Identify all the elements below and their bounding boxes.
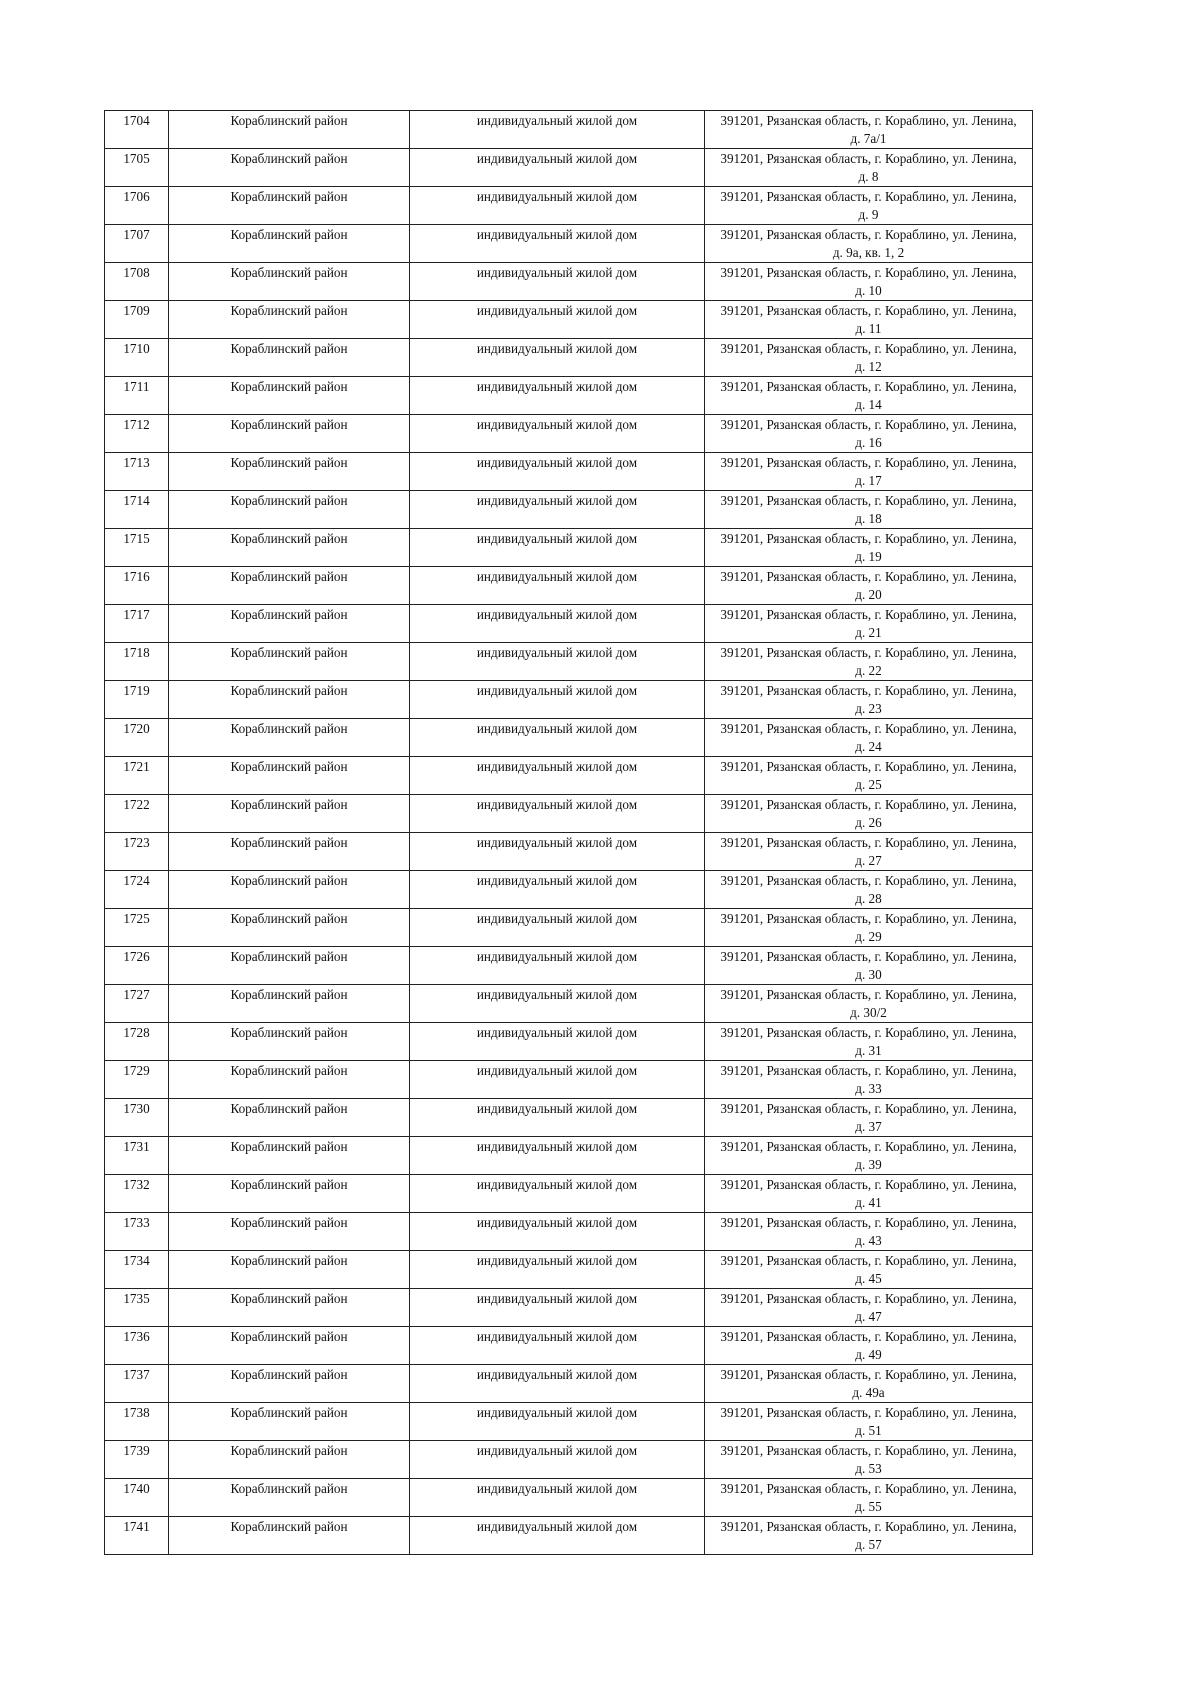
table-row [105, 1175, 1033, 1213]
table-row [105, 377, 1033, 415]
address-cell: 391201, Рязанская область, г. Кораблино, ул. Ленина, д. 25 [705, 757, 1033, 795]
building-type-cell: индивидуальный жилой дом [410, 833, 705, 871]
district-cell: Кораблинский район [169, 757, 410, 795]
row-number-cell: 1708 [105, 263, 169, 301]
address-cell: 391201, Рязанская область, г. Кораблино, ул. Ленина, д. 31 [705, 1023, 1033, 1061]
district-cell: Кораблинский район [169, 1479, 410, 1517]
row-number-cell: 1718 [105, 643, 169, 681]
row-number-cell: 1740 [105, 1479, 169, 1517]
address-cell: 391201, Рязанская область, г. Кораблино, ул. Ленина, д. 9 [705, 187, 1033, 225]
table-row [105, 985, 1033, 1023]
table-row [105, 111, 1033, 149]
row-number-cell: 1730 [105, 1099, 169, 1137]
table-row [105, 909, 1033, 947]
building-type-cell: индивидуальный жилой дом [410, 909, 705, 947]
building-type-cell: индивидуальный жилой дом [410, 795, 705, 833]
district-cell: Кораблинский район [169, 1137, 410, 1175]
row-number-cell: 1735 [105, 1289, 169, 1327]
table-row [105, 339, 1033, 377]
building-type-cell: индивидуальный жилой дом [410, 1327, 705, 1365]
address-cell: 391201, Рязанская область, г. Кораблино, ул. Ленина, д. 11 [705, 301, 1033, 339]
address-cell: 391201, Рязанская область, г. Кораблино, ул. Ленина, д. 26 [705, 795, 1033, 833]
table-row [105, 187, 1033, 225]
district-cell: Кораблинский район [169, 833, 410, 871]
building-type-cell: индивидуальный жилой дом [410, 567, 705, 605]
row-number-cell: 1710 [105, 339, 169, 377]
building-type-cell: индивидуальный жилой дом [410, 681, 705, 719]
address-cell: 391201, Рязанская область, г. Кораблино, ул. Ленина, д. 28 [705, 871, 1033, 909]
building-type-cell: индивидуальный жилой дом [410, 263, 705, 301]
address-cell: 391201, Рязанская область, г. Кораблино, ул. Ленина, д. 37 [705, 1099, 1033, 1137]
row-number-cell: 1717 [105, 605, 169, 643]
building-type-cell: индивидуальный жилой дом [410, 377, 705, 415]
district-cell: Кораблинский район [169, 149, 410, 187]
address-cell: 391201, Рязанская область, г. Кораблино, ул. Ленина, д. 8 [705, 149, 1033, 187]
table-row [105, 1099, 1033, 1137]
address-cell: 391201, Рязанская область, г. Кораблино, ул. Ленина, д. 23 [705, 681, 1033, 719]
district-cell: Кораблинский район [169, 643, 410, 681]
address-cell: 391201, Рязанская область, г. Кораблино, ул. Ленина, д. 27 [705, 833, 1033, 871]
building-type-cell: индивидуальный жилой дом [410, 225, 705, 263]
address-cell: 391201, Рязанская область, г. Кораблино, ул. Ленина, д. 33 [705, 1061, 1033, 1099]
table-row [105, 301, 1033, 339]
district-cell: Кораблинский район [169, 681, 410, 719]
district-cell: Кораблинский район [169, 985, 410, 1023]
row-number-cell: 1711 [105, 377, 169, 415]
building-type-cell: индивидуальный жилой дом [410, 1023, 705, 1061]
table-row [105, 1327, 1033, 1365]
district-cell: Кораблинский район [169, 1061, 410, 1099]
district-cell: Кораблинский район [169, 263, 410, 301]
row-number-cell: 1728 [105, 1023, 169, 1061]
district-cell: Кораблинский район [169, 909, 410, 947]
address-cell: 391201, Рязанская область, г. Кораблино, ул. Ленина, д. 21 [705, 605, 1033, 643]
building-type-cell: индивидуальный жилой дом [410, 1517, 705, 1555]
row-number-cell: 1706 [105, 187, 169, 225]
district-cell: Кораблинский район [169, 1251, 410, 1289]
district-cell: Кораблинский район [169, 1327, 410, 1365]
address-cell: 391201, Рязанская область, г. Кораблино, ул. Ленина, д. 57 [705, 1517, 1033, 1555]
table-body [105, 111, 1033, 1555]
row-number-cell: 1727 [105, 985, 169, 1023]
table-row [105, 529, 1033, 567]
table-row [105, 1137, 1033, 1175]
table-row [105, 567, 1033, 605]
building-type-cell: индивидуальный жилой дом [410, 529, 705, 567]
address-cell: 391201, Рязанская область, г. Кораблино, ул. Ленина, д. 41 [705, 1175, 1033, 1213]
row-number-cell: 1738 [105, 1403, 169, 1441]
table-row [105, 491, 1033, 529]
building-type-cell: индивидуальный жилой дом [410, 1175, 705, 1213]
building-type-cell: индивидуальный жилой дом [410, 947, 705, 985]
row-number-cell: 1731 [105, 1137, 169, 1175]
address-cell: 391201, Рязанская область, г. Кораблино, ул. Ленина, д. 53 [705, 1441, 1033, 1479]
row-number-cell: 1719 [105, 681, 169, 719]
address-cell: 391201, Рязанская область, г. Кораблино, ул. Ленина, д. 51 [705, 1403, 1033, 1441]
building-type-cell: индивидуальный жилой дом [410, 605, 705, 643]
table-row [105, 1517, 1033, 1555]
table-row [105, 1441, 1033, 1479]
district-cell: Кораблинский район [169, 567, 410, 605]
district-cell: Кораблинский район [169, 111, 410, 149]
table-row [105, 415, 1033, 453]
document-page [104, 110, 1032, 1555]
table-row [105, 149, 1033, 187]
building-type-cell: индивидуальный жилой дом [410, 111, 705, 149]
row-number-cell: 1723 [105, 833, 169, 871]
row-number-cell: 1713 [105, 453, 169, 491]
table-row [105, 453, 1033, 491]
address-cell: 391201, Рязанская область, г. Кораблино, ул. Ленина, д. 14 [705, 377, 1033, 415]
building-type-cell: индивидуальный жилой дом [410, 1099, 705, 1137]
address-cell: 391201, Рязанская область, г. Кораблино, ул. Ленина, д. 29 [705, 909, 1033, 947]
table-row [105, 1213, 1033, 1251]
building-type-cell: индивидуальный жилой дом [410, 491, 705, 529]
row-number-cell: 1714 [105, 491, 169, 529]
building-type-cell: индивидуальный жилой дом [410, 1441, 705, 1479]
district-cell: Кораблинский район [169, 795, 410, 833]
row-number-cell: 1722 [105, 795, 169, 833]
table-row [105, 681, 1033, 719]
building-type-cell: индивидуальный жилой дом [410, 1061, 705, 1099]
address-cell: 391201, Рязанская область, г. Кораблино, ул. Ленина, д. 10 [705, 263, 1033, 301]
row-number-cell: 1721 [105, 757, 169, 795]
address-cell: 391201, Рязанская область, г. Кораблино, ул. Ленина, д. 49 [705, 1327, 1033, 1365]
address-cell: 391201, Рязанская область, г. Кораблино, ул. Ленина, д. 30 [705, 947, 1033, 985]
row-number-cell: 1705 [105, 149, 169, 187]
district-cell: Кораблинский район [169, 1099, 410, 1137]
table-row [105, 757, 1033, 795]
district-cell: Кораблинский район [169, 871, 410, 909]
district-cell: Кораблинский район [169, 339, 410, 377]
building-type-cell: индивидуальный жилой дом [410, 339, 705, 377]
building-type-cell: индивидуальный жилой дом [410, 415, 705, 453]
address-cell: 391201, Рязанская область, г. Кораблино, ул. Ленина, д. 24 [705, 719, 1033, 757]
district-cell: Кораблинский район [169, 605, 410, 643]
district-cell: Кораблинский район [169, 1213, 410, 1251]
district-cell: Кораблинский район [169, 187, 410, 225]
building-type-cell: индивидуальный жилой дом [410, 301, 705, 339]
district-cell: Кораблинский район [169, 719, 410, 757]
table-row [105, 871, 1033, 909]
row-number-cell: 1715 [105, 529, 169, 567]
row-number-cell: 1704 [105, 111, 169, 149]
building-type-cell: индивидуальный жилой дом [410, 719, 705, 757]
row-number-cell: 1712 [105, 415, 169, 453]
table-row [105, 1365, 1033, 1403]
row-number-cell: 1739 [105, 1441, 169, 1479]
building-type-cell: индивидуальный жилой дом [410, 871, 705, 909]
district-cell: Кораблинский район [169, 415, 410, 453]
district-cell: Кораблинский район [169, 529, 410, 567]
row-number-cell: 1734 [105, 1251, 169, 1289]
table-row [105, 605, 1033, 643]
address-cell: 391201, Рязанская область, г. Кораблино, ул. Ленина, д. 9а, кв. 1, 2 [705, 225, 1033, 263]
building-type-cell: индивидуальный жилой дом [410, 453, 705, 491]
table-row [105, 1061, 1033, 1099]
housing-registry-table [104, 110, 1033, 1555]
row-number-cell: 1725 [105, 909, 169, 947]
address-cell: 391201, Рязанская область, г. Кораблино, ул. Ленина, д. 18 [705, 491, 1033, 529]
row-number-cell: 1729 [105, 1061, 169, 1099]
row-number-cell: 1732 [105, 1175, 169, 1213]
district-cell: Кораблинский район [169, 491, 410, 529]
district-cell: Кораблинский район [169, 301, 410, 339]
address-cell: 391201, Рязанская область, г. Кораблино, ул. Ленина, д. 20 [705, 567, 1033, 605]
row-number-cell: 1726 [105, 947, 169, 985]
address-cell: 391201, Рязанская область, г. Кораблино, ул. Ленина, д. 45 [705, 1251, 1033, 1289]
table-row [105, 225, 1033, 263]
district-cell: Кораблинский район [169, 1365, 410, 1403]
row-number-cell: 1716 [105, 567, 169, 605]
building-type-cell: индивидуальный жилой дом [410, 1251, 705, 1289]
district-cell: Кораблинский район [169, 1175, 410, 1213]
address-cell: 391201, Рязанская область, г. Кораблино, ул. Ленина, д. 47 [705, 1289, 1033, 1327]
row-number-cell: 1724 [105, 871, 169, 909]
address-cell: 391201, Рязанская область, г. Кораблино, ул. Ленина, д. 43 [705, 1213, 1033, 1251]
address-cell: 391201, Рязанская область, г. Кораблино, ул. Ленина, д. 30/2 [705, 985, 1033, 1023]
table-row [105, 1289, 1033, 1327]
row-number-cell: 1741 [105, 1517, 169, 1555]
district-cell: Кораблинский район [169, 1441, 410, 1479]
district-cell: Кораблинский район [169, 1023, 410, 1061]
district-cell: Кораблинский район [169, 225, 410, 263]
district-cell: Кораблинский район [169, 1517, 410, 1555]
table-row [105, 263, 1033, 301]
district-cell: Кораблинский район [169, 1403, 410, 1441]
address-cell: 391201, Рязанская область, г. Кораблино, ул. Ленина, д. 17 [705, 453, 1033, 491]
table-row [105, 1023, 1033, 1061]
row-number-cell: 1737 [105, 1365, 169, 1403]
address-cell: 391201, Рязанская область, г. Кораблино, ул. Ленина, д. 49а [705, 1365, 1033, 1403]
table-row [105, 1251, 1033, 1289]
address-cell: 391201, Рязанская область, г. Кораблино, ул. Ленина, д. 39 [705, 1137, 1033, 1175]
row-number-cell: 1709 [105, 301, 169, 339]
row-number-cell: 1733 [105, 1213, 169, 1251]
district-cell: Кораблинский район [169, 947, 410, 985]
building-type-cell: индивидуальный жилой дом [410, 757, 705, 795]
table-row [105, 643, 1033, 681]
building-type-cell: индивидуальный жилой дом [410, 1289, 705, 1327]
building-type-cell: индивидуальный жилой дом [410, 149, 705, 187]
address-cell: 391201, Рязанская область, г. Кораблино, ул. Ленина, д. 55 [705, 1479, 1033, 1517]
row-number-cell: 1720 [105, 719, 169, 757]
district-cell: Кораблинский район [169, 377, 410, 415]
building-type-cell: индивидуальный жилой дом [410, 1365, 705, 1403]
address-cell: 391201, Рязанская область, г. Кораблино, ул. Ленина, д. 16 [705, 415, 1033, 453]
row-number-cell: 1736 [105, 1327, 169, 1365]
address-cell: 391201, Рязанская область, г. Кораблино, ул. Ленина, д. 19 [705, 529, 1033, 567]
building-type-cell: индивидуальный жилой дом [410, 1403, 705, 1441]
table-row [105, 947, 1033, 985]
building-type-cell: индивидуальный жилой дом [410, 1137, 705, 1175]
building-type-cell: индивидуальный жилой дом [410, 1479, 705, 1517]
table-row [105, 1479, 1033, 1517]
address-cell: 391201, Рязанская область, г. Кораблино, ул. Ленина, д. 7а/1 [705, 111, 1033, 149]
row-number-cell: 1707 [105, 225, 169, 263]
address-cell: 391201, Рязанская область, г. Кораблино, ул. Ленина, д. 22 [705, 643, 1033, 681]
table-row [105, 795, 1033, 833]
table-row [105, 833, 1033, 871]
district-cell: Кораблинский район [169, 453, 410, 491]
building-type-cell: индивидуальный жилой дом [410, 187, 705, 225]
building-type-cell: индивидуальный жилой дом [410, 985, 705, 1023]
building-type-cell: индивидуальный жилой дом [410, 643, 705, 681]
table-row [105, 719, 1033, 757]
table-row [105, 1403, 1033, 1441]
building-type-cell: индивидуальный жилой дом [410, 1213, 705, 1251]
address-cell: 391201, Рязанская область, г. Кораблино, ул. Ленина, д. 12 [705, 339, 1033, 377]
district-cell: Кораблинский район [169, 1289, 410, 1327]
